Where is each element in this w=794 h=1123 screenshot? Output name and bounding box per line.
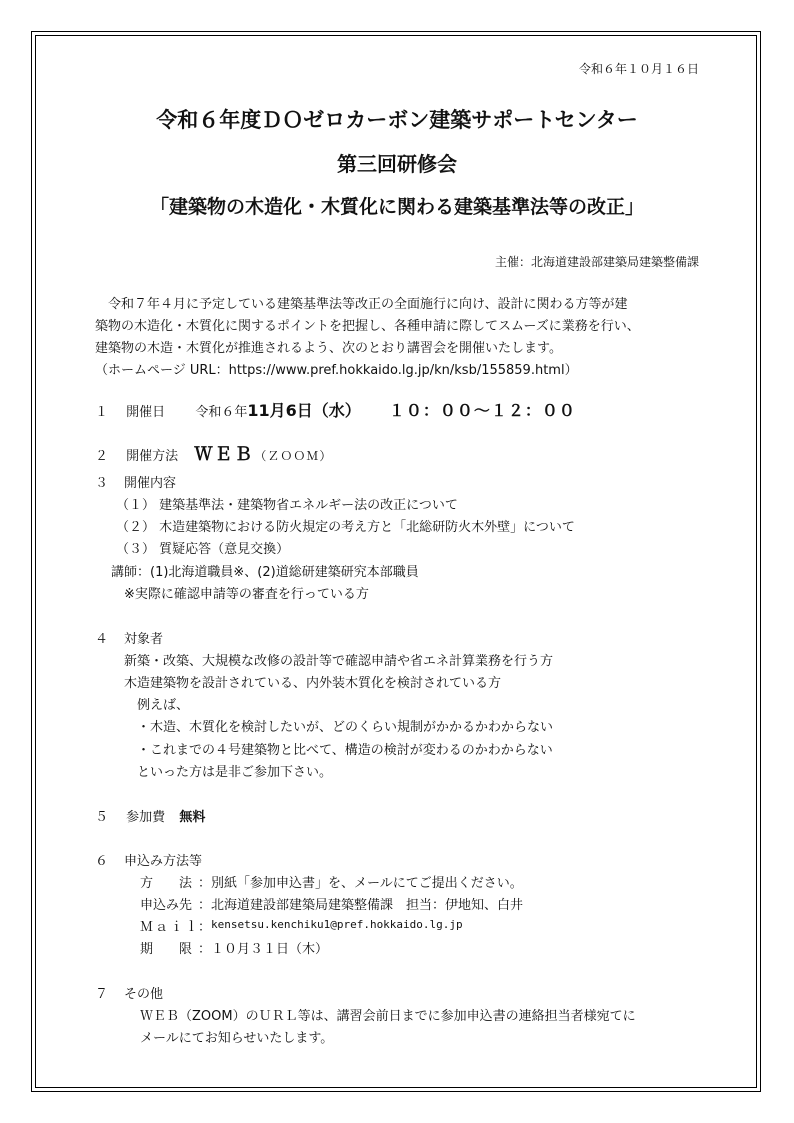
other-line: メールにてお知らせいたします。	[140, 1031, 334, 1046]
event-date: 11月6日	[247, 401, 313, 420]
section-1-date	[95, 398, 576, 421]
target-line: ・これまでの４号建築物と比べて、構造の検討が変わるのかわからない	[124, 743, 553, 758]
intro-line: 令和７年４月に予定している建築基準法等改正の全面施行に向け、設計に関わる方等が建	[95, 297, 628, 312]
section-4-number: ４	[95, 632, 109, 647]
event-time: １０：００～１２：００	[388, 401, 576, 420]
mail-label: Ｍａｉｌ	[140, 920, 201, 935]
content-item: （２） 木造建築物における防火規定の考え方と「北総研防火木外壁」について	[116, 520, 575, 535]
intro-line: 築物の木造化・木質化に関するポイントを把握し、各種申請に際してスムーズに業務を行い、	[95, 319, 640, 334]
section-number: ２	[95, 449, 109, 464]
title-line-1: 令和６年度ＤＯゼロカーボン建築サポートセンター	[156, 108, 638, 132]
section-4-label: 対象者	[124, 632, 164, 647]
fee-value: 無料	[179, 810, 206, 825]
mail-colon: ：	[198, 920, 212, 935]
target-line: 新築・改築、大規模な改修の設計等で確認申請や省エネ計算業務を行う方	[124, 654, 554, 669]
organizer: 主催：北海道建設部建築局建築整備課	[494, 255, 699, 269]
mail-address-link[interactable]: kensetsu.kenchiku1@pref.hokkaido.lg.jp	[211, 918, 463, 931]
event-method: ＷＥＢ	[194, 444, 255, 465]
section-7-label: その他	[124, 987, 164, 1002]
intro-line: 建築物の木造・木質化が推進されるよう、次のとおり講習会を開催いたします。	[95, 341, 562, 356]
application-destination: ：北海道建設部建築局建築整備課 担当：伊地知、白井	[198, 898, 524, 913]
intro-line: （ホームページ URL：https://www.pref.hokkaido.lg.jp/kn/ksb/155859.html）	[95, 363, 578, 378]
section-label: 開催方法	[126, 449, 179, 464]
section-6-number: ６	[95, 854, 109, 869]
section-label: 開催日	[126, 405, 166, 420]
title-line-3: 「建築物の木造化・木質化に関わる建築基準法等の改正」	[149, 196, 644, 218]
section-5-fee	[95, 806, 205, 825]
lecturer: 講師：(1)北海道職員※、(2)道総研建築研究本部職員	[111, 565, 419, 580]
section-2-method	[95, 440, 332, 466]
section-6-label: 申込み方法等	[124, 854, 203, 869]
deadline-label: 期 限	[140, 942, 193, 957]
application-method: ：別紙「参加申込書」を、メールにてご提出ください。	[198, 876, 523, 891]
section-label: 参加費	[126, 810, 166, 825]
section-number: ５	[95, 810, 109, 825]
target-line: 木造建築物を設計されている、内外装木質化を検討されている方	[124, 676, 502, 691]
target-line: ・木造、木質化を検討したいが、どのくらい規制がかかるかわからない	[124, 720, 554, 735]
section-3-number: ３	[95, 476, 109, 491]
application-destination-label: 申込み先	[140, 898, 193, 913]
intro-paragraph	[95, 294, 640, 382]
deadline: ：１０月３１日（木）	[198, 942, 329, 957]
event-era: 令和６年	[195, 405, 248, 420]
event-method-detail: （ＺＯＯＭ）	[254, 449, 333, 463]
lecturer-note: ※実際に確認申請等の審査を行っている方	[124, 587, 369, 602]
content-item: （１） 建築基準法・建築物省エネルギー法の改正について	[116, 498, 458, 513]
target-line: といった方は是非ご参加下さい。	[124, 765, 333, 780]
section-number: １	[95, 405, 109, 420]
application-method-label: 方 法	[140, 876, 193, 891]
section-7-number: ７	[95, 987, 109, 1002]
content-item: （３） 質疑応答（意見交換）	[116, 542, 290, 557]
other-line: ＷＥＢ（ZOOM）のＵＲＬ等は、講習会前日までに参加申込書の連絡担当者様宛てに	[140, 1009, 636, 1024]
target-line: 例えば、	[124, 698, 190, 713]
event-day-of-week: （水）	[312, 401, 361, 420]
title-line-2: 第三回研修会	[337, 152, 457, 176]
document-date: 令和６年１０月１６日	[578, 62, 699, 76]
section-3-label: 開催内容	[124, 476, 177, 491]
